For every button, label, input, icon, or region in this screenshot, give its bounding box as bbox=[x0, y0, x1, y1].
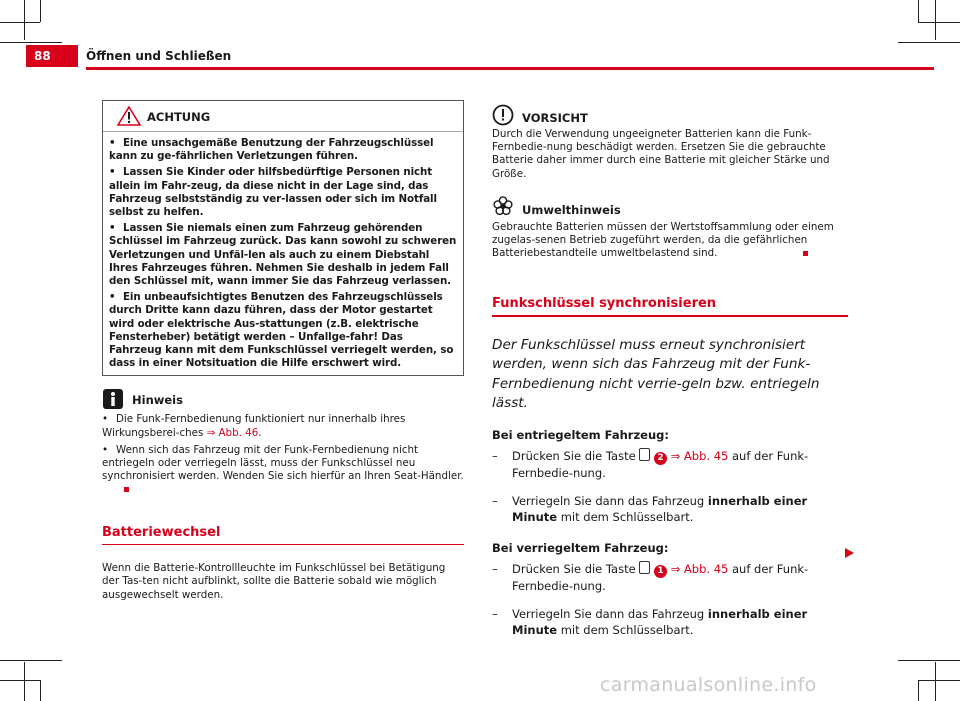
figure-link[interactable]: ⇒ Abb. 46 bbox=[206, 426, 259, 439]
sync-step: – Verriegeln Sie dann das Fahrzeug innerhalb einer Minute mit dem Schlüsselbart. bbox=[492, 606, 808, 637]
warning-item: • Lassen Sie Kinder oder hilfsbedürftige Personen nicht allein im Fahr-zeug, da diese nicht in der Lage sind, das Fahrzeug selbstständig zu ver-lassen oder sich im Notfall selbst zu helfen. bbox=[109, 166, 437, 219]
crop-mark bbox=[0, 660, 62, 661]
watermark: carmanualsonline.info bbox=[600, 674, 817, 696]
crop-mark bbox=[898, 42, 960, 43]
umwelt-title: Umwelthinweis bbox=[522, 202, 621, 217]
warning-item: • Eine unsachgemäße Benutzung der Fahrzeugschlüssel kann zu ge-fährlichen Verletzungen führen. bbox=[109, 137, 434, 163]
section-title-sync: Funkschlüssel synchronisieren bbox=[492, 296, 717, 312]
warning-item: • Ein unbeaufsichtigtes Benutzen des Fahrzeugschlüssels durch Dritte kann dazu führen, dass der Motor gestartet wird oder elektrische Aus-stattungen (z.B. elektrische Fensterheber) betätigt werden – Unfallge-fahr! Das Fahrzeug kann mit dem Funkschlüssel verriegelt werden, so dass in einer Notsituation die Hilfe erschwert wird. bbox=[109, 291, 454, 370]
key-unlock-icon bbox=[639, 448, 650, 461]
left-column bbox=[102, 100, 464, 602]
warning-title: ACHTUNG bbox=[147, 110, 211, 124]
crop-mark bbox=[0, 22, 40, 23]
crop-mark bbox=[935, 0, 936, 40]
warning-body bbox=[103, 132, 463, 375]
caution-icon bbox=[492, 104, 514, 129]
sync-subheading-unlocked: Bei entriegeltem Fahrzeug: bbox=[492, 427, 669, 442]
info-icon bbox=[102, 388, 124, 413]
umwelt-text: Gebrauchte Batterien müssen der Wertstoffsammlung oder einem zugelas-senen Betrieb zugeführt werden, da die gefährlichen Batteriebestandteile umweltbelastend sind. bbox=[492, 220, 834, 260]
crop-mark bbox=[24, 662, 25, 701]
warning-header bbox=[103, 101, 463, 132]
crop-mark bbox=[0, 42, 62, 43]
sync-step: – Drücken Sie die Taste 1 ⇒ Abb. 45 auf der Funk-Fernbedie-nung. bbox=[492, 561, 809, 593]
crop-mark bbox=[918, 0, 919, 22]
section-title-batteriewechsel: Batteriewechsel bbox=[102, 524, 221, 540]
hinweis-title: Hinweis bbox=[132, 393, 183, 408]
section-end-marker bbox=[124, 487, 129, 492]
crop-mark bbox=[918, 22, 960, 23]
continue-arrow-icon bbox=[845, 548, 854, 561]
section-rule bbox=[492, 315, 848, 317]
vorsicht-header bbox=[492, 104, 848, 126]
section-end-marker bbox=[803, 251, 808, 256]
vorsicht-title: VORSICHT bbox=[522, 111, 588, 125]
callout-number: 1 bbox=[654, 565, 667, 578]
warning-box bbox=[102, 100, 464, 376]
right-column bbox=[492, 104, 848, 638]
crop-mark bbox=[40, 0, 41, 22]
batteriewechsel-text: Wenn die Batterie-Kontrollleuchte im Funkschlüssel bei Betätigung der Tas-ten nicht aufblinkt, sollte die Batterie sobald wie möglich ausgewechselt werden. bbox=[102, 562, 446, 601]
crop-mark bbox=[40, 680, 41, 701]
hinweis-item: • Die Funk-Fernbedienung funktioniert nur innerhalb ihres Wirkungsberei-ches ⇒ Abb. 46. bbox=[102, 413, 406, 439]
section-rule bbox=[102, 544, 464, 546]
sync-lead-text: Der Funkschlüssel muss erneut synchronisiert werden, wenn sich das Fahrzeug mit der Funk-Fernbedienung nicht verrie-geln bzw. entriegeln lässt. bbox=[492, 336, 820, 412]
figure-link[interactable]: ⇒ Abb. 45 bbox=[670, 561, 729, 576]
warning-triangle-icon bbox=[117, 106, 141, 129]
crop-mark bbox=[0, 680, 40, 681]
crop-mark bbox=[24, 0, 25, 40]
hinweis-header bbox=[102, 388, 464, 410]
sync-step: – Verriegeln Sie dann das Fahrzeug innerhalb einer Minute mit dem Schlüsselbart. bbox=[492, 493, 808, 524]
key-lock-icon bbox=[639, 561, 650, 574]
hinweis-item: • Wenn sich das Fahrzeug mit der Funk-Fernbedienung nicht entriegeln oder verriegeln lässt, muss der Funkschlüssel neu synchronisiert werden. Wenden Sie sich hierfür an Ihren Seat-Händler. bbox=[102, 444, 464, 497]
crop-mark bbox=[898, 660, 960, 661]
sync-step: – Drücken Sie die Taste 2 ⇒ Abb. 45 auf der Funk-Fernbedie-nung. bbox=[492, 448, 809, 480]
crop-mark bbox=[918, 680, 919, 701]
sync-subheading-locked: Bei verriegeltem Fahrzeug: bbox=[492, 540, 669, 555]
warning-item: • Lassen Sie niemals einen zum Fahrzeug gehörenden Schlüssel im Fahrzeug zurück. Das kann sowohl zu schweren Verletzungen und Unfäl-len als auch zu einem Diebstahl Ihres Fahrzeuges führen. Nehmen Sie deshalb in jedem Fall den Schlüssel mit, wann immer Sie das Fahrzeug verlassen. bbox=[109, 222, 457, 288]
figure-link[interactable]: ⇒ Abb. 45 bbox=[670, 448, 729, 463]
vorsicht-text: Durch die Verwendung ungeeigneter Batterien kann die Funk-Fernbedie-nung beschädigt werden. Ersetzen Sie die gebrauchte Batterie daher immer durch eine Batterie mit gleicher Stärke und Größe. bbox=[492, 128, 830, 180]
flower-icon bbox=[492, 195, 514, 220]
umwelt-header bbox=[492, 195, 848, 217]
callout-number: 2 bbox=[654, 452, 667, 465]
crop-mark bbox=[935, 662, 936, 701]
header-rule bbox=[86, 67, 934, 70]
page-title: Öffnen und Schließen bbox=[86, 49, 232, 63]
page-number: 88 bbox=[26, 45, 78, 67]
crop-mark bbox=[918, 680, 960, 681]
